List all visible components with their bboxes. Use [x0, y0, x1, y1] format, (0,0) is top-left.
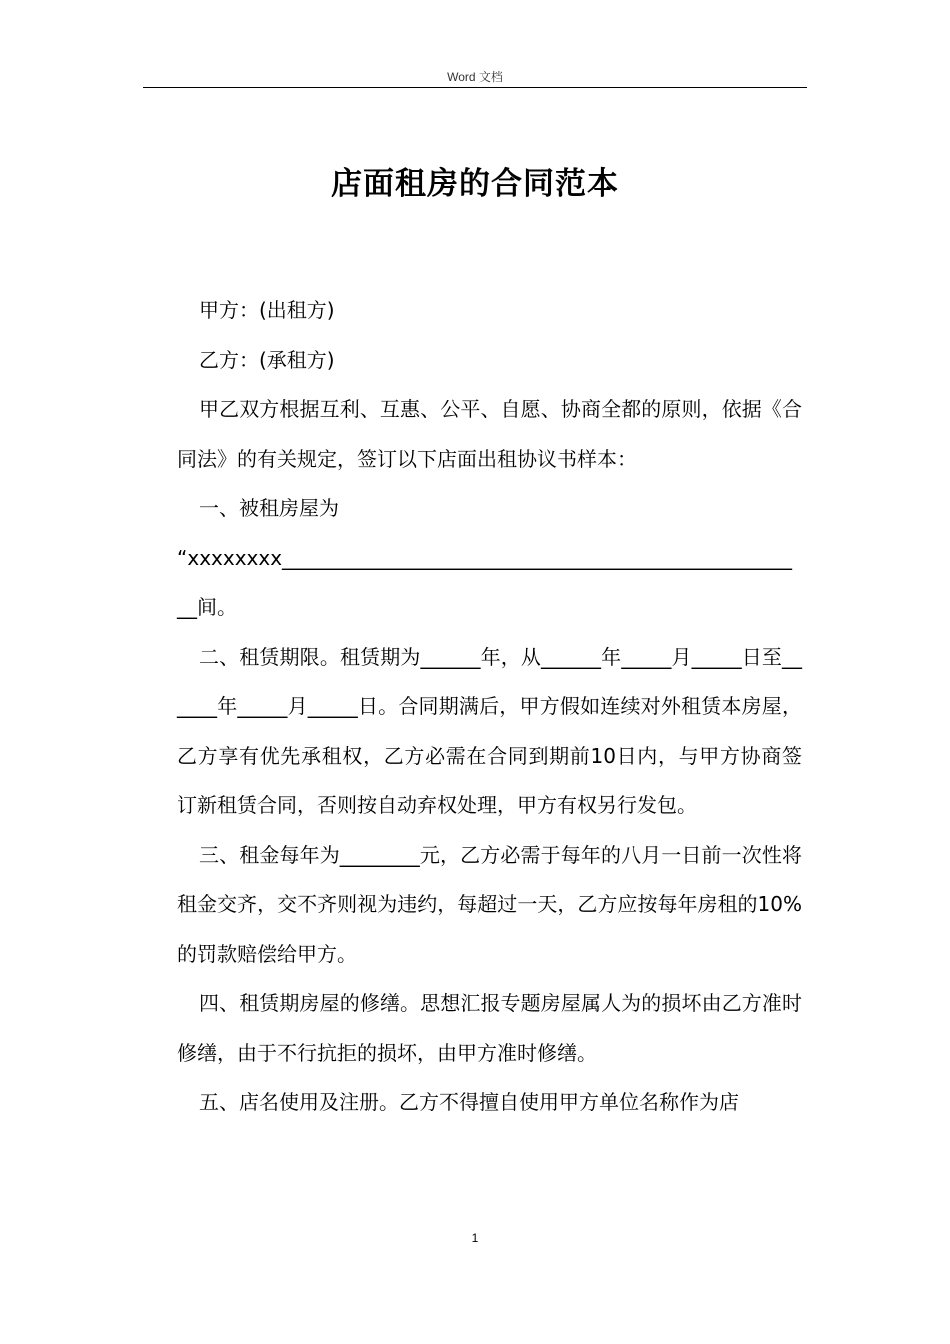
document-body: [177, 286, 802, 1128]
paragraph-clause-1-address: “xxxxxxxx_____________________________________________________间。: [177, 545, 793, 619]
document-title: 店面租房的合同范本: [331, 166, 619, 202]
paragraph-clause-3: 三、租金每年为________元，乙方必需于每年的八月一日前一次性将租金交齐，交不齐则视为违约，每超过一天，乙方应按每年房租的10%的罚款赔偿给甲方。: [177, 842, 802, 966]
paragraph-clause-2: 二、租赁期限。租赁期为______年，从______年_____月_____日至______年_____月_____日。合同期满后，甲方假如连续对外租赁本房屋，乙方享有优先承租权，乙方必需在合同到期前10日内，与甲方协商签订新租赁合同，否则按自动弃权处理，甲方有权另行发包。: [177, 644, 802, 817]
paragraph-party-b: 乙方：(承租方): [199, 347, 335, 372]
paragraph-clause-1: 一、被租房屋为: [199, 496, 339, 520]
paragraph-preamble: 甲乙双方根据互利、互惠、公平、自愿、协商全都的原则，依据《合同法》的有关规定，签订以下店面出租协议书样本：: [177, 397, 802, 471]
page-number: 1: [471, 1231, 479, 1245]
header-divider: [143, 87, 807, 88]
paragraph-party-a: 甲方：(出租方): [199, 298, 335, 322]
paragraph-clause-5: 五、店名使用及注册。乙方不得擅自使用甲方单位名称作为店: [199, 1090, 739, 1114]
page-header: Word 文档: [447, 70, 503, 84]
paragraph-clause-4: 四、租赁期房屋的修缮。思想汇报专题房屋属人为的损坏由乙方准时修缮，由于不行抗拒的损坏，由甲方准时修缮。: [177, 991, 802, 1065]
